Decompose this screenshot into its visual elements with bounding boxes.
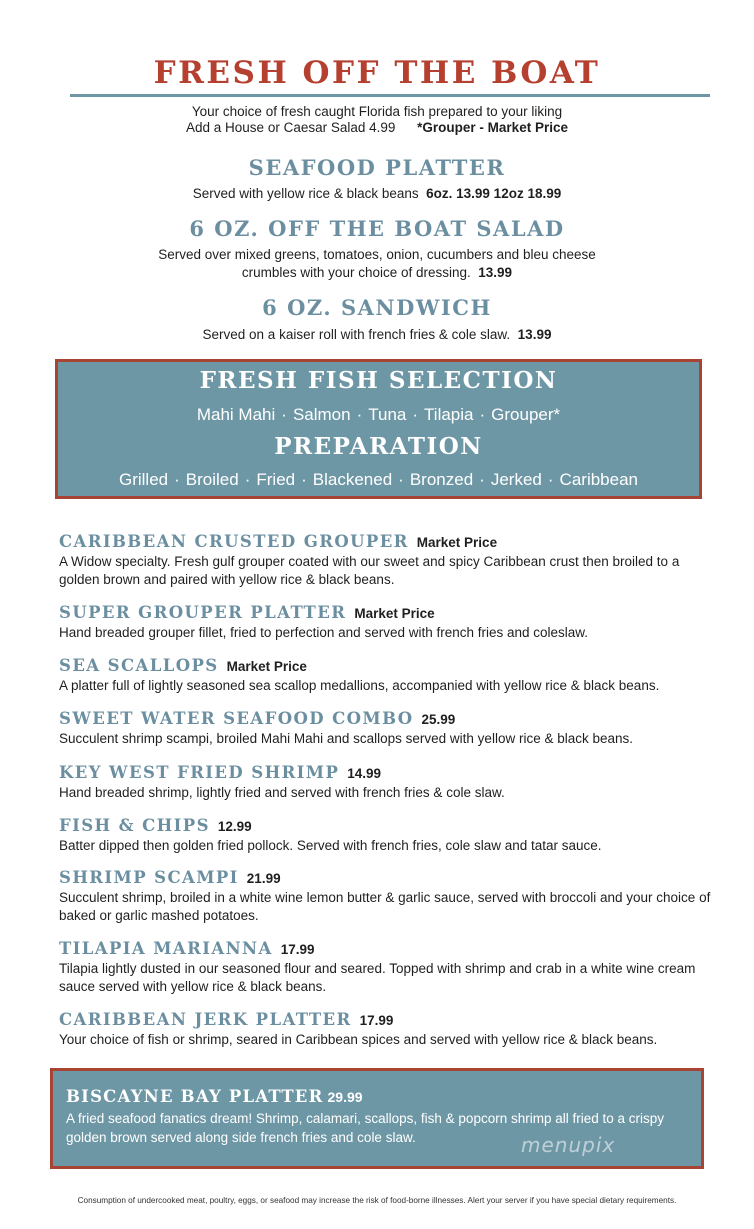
boat-salad-desc-line-2	[0, 264, 754, 282]
menu-item-desc: Hand breaded shrimp, lightly fried and served with french fries & cole slaw.	[59, 785, 505, 800]
separator: ·	[244, 470, 251, 489]
boat-salad-desc-2: crumbles with your choice of dressing.	[241, 265, 471, 280]
menu-item-title	[59, 532, 719, 552]
preparation-option: Grilled	[118, 470, 169, 489]
menu-item	[59, 709, 719, 748]
disclaimer: Consumption of undercooked meat, poultry, eggs, or seafood may increase the risk of food-borne illnesses. Alert your server if you have special dietary requirements.	[77, 1196, 677, 1205]
biscayne-title	[66, 1087, 363, 1106]
sandwich-desc: Served on a kaiser roll with french fries & cole slaw.	[202, 327, 511, 342]
biscayne-bay-box	[50, 1068, 704, 1169]
fish-option: Tuna	[368, 405, 407, 424]
section-title-sandwich: 6 OZ. SANDWICH	[262, 295, 492, 320]
preparation-option: Bronzed	[409, 470, 474, 489]
menu-item-price: 12.99	[217, 819, 252, 834]
menu-item-title	[59, 763, 719, 783]
separator: ·	[412, 405, 419, 424]
intro-line-2	[0, 120, 754, 136]
section-desc-boat-salad	[0, 246, 754, 282]
menu-item-price: 14.99	[347, 766, 382, 781]
separator: ·	[281, 405, 287, 424]
menu-item-desc: Tilapia lightly dusted in our seasoned flour and seared. Topped with shrimp and crab in a white wine cream sauce served with yellow rice & black beans.	[59, 961, 696, 994]
biscayne-desc: A fried seafood fanatics dream! Shrimp, calamari, scallops, fish & popcorn shrimp all fried to a crispy golden brown served along side french fries and cole slaw.	[66, 1111, 665, 1145]
intro	[0, 104, 754, 136]
menu-item-desc: Hand breaded grouper fillet, fried to perfection and served with french fries and coleslaw.	[59, 625, 589, 640]
menu-item-name: CARIBBEAN CRUSTED GROUPER	[59, 532, 409, 551]
menu-item	[59, 1010, 719, 1049]
separator: ·	[356, 405, 363, 424]
menu-item-desc: Succulent shrimp scampi, broiled Mahi Mahi and scallops served with yellow rice & black beans.	[59, 731, 634, 746]
section-title-boat-salad: 6 OZ. OFF THE BOAT SALAD	[189, 216, 565, 241]
menu-item-price: 17.99	[280, 942, 315, 957]
grouper-market-price: *Grouper - Market Price	[417, 120, 568, 135]
separator: ·	[479, 405, 486, 424]
fresh-fish-box	[55, 359, 702, 499]
menu-item-price: Market Price	[354, 606, 435, 621]
seafood-platter-desc: Served with yellow rice & black beans	[192, 186, 419, 201]
separator: ·	[547, 470, 554, 489]
menu-item-desc: A platter full of lightly seasoned sea scallop medallions, accompanied with yellow rice & black beans.	[59, 678, 660, 693]
menu-item	[59, 868, 719, 925]
menu-item-desc: Succulent shrimp, broiled in a white wine lemon butter & garlic sauce, served with broccoli and your choice of baked or garlic mashed potatoes.	[59, 890, 711, 923]
menu-item	[59, 603, 719, 642]
separator: ·	[174, 470, 180, 489]
boat-salad-price: 13.99	[478, 265, 513, 280]
menu-item-price: Market Price	[226, 659, 307, 674]
biscayne-name: BISCAYNE BAY PLATTER	[66, 1087, 324, 1106]
biscayne-price: 29.99	[327, 1089, 363, 1105]
menu-item-price: 25.99	[421, 712, 456, 727]
menu-item	[59, 656, 719, 695]
preparation-option: Jerked	[490, 470, 542, 489]
fish-option: Mahi Mahi	[196, 405, 276, 424]
menu-item-title	[59, 816, 719, 836]
menu-item-name: CARIBBEAN JERK PLATTER	[59, 1010, 352, 1029]
separator: ·	[479, 470, 485, 489]
seafood-platter-price: 6oz. 13.99 12oz 18.99	[426, 186, 562, 201]
preparation-option: Blackened	[312, 470, 393, 489]
menu-item-price: Market Price	[416, 535, 498, 550]
menu-item-title	[59, 603, 719, 623]
menu-item-price: 17.99	[359, 1013, 394, 1028]
menu-item-title	[59, 656, 719, 676]
fish-list	[58, 404, 699, 426]
preparation-option: Caribbean	[559, 470, 638, 489]
menu-item-name: SUPER GROUPER PLATTER	[59, 603, 347, 622]
menu-item-desc: A Widow specialty. Fresh gulf grouper coated with our sweet and spicy Caribbean crust then broiled to a golden brown and paired with yellow rice & black beans.	[59, 554, 680, 587]
menu-item-title	[59, 1010, 719, 1030]
menu-item	[59, 763, 719, 802]
section-desc-seafood-platter	[0, 185, 754, 203]
menu-item-title	[59, 868, 719, 888]
menu-item-name: TILAPIA MARIANNA	[59, 939, 273, 958]
menu-item	[59, 939, 719, 996]
fish-option: Salmon	[292, 405, 351, 424]
menu-item-name: SEA SCALLOPS	[59, 656, 219, 675]
menu-item-name: SHRIMP SCAMPI	[59, 868, 239, 887]
sandwich-price: 13.99	[517, 327, 552, 342]
menupix-watermark: menupix	[521, 1133, 616, 1157]
title-divider	[70, 94, 710, 97]
fish-option: Grouper*	[491, 405, 561, 424]
preparation-list	[58, 469, 699, 491]
menu-item-name: SWEET WATER SEAFOOD COMBO	[59, 709, 414, 728]
menu-item	[59, 532, 719, 589]
page-title: FRESH OFF THE BOAT	[153, 55, 601, 91]
menu-item-name: KEY WEST FRIED SHRIMP	[59, 763, 340, 782]
salad-addon: Add a House or Caesar Salad 4.99	[186, 120, 396, 135]
preparation-option: Fried	[256, 470, 296, 489]
intro-line-1: Your choice of fresh caught Florida fish prepared to your liking	[191, 104, 563, 119]
fresh-fish-selection-title: FRESH FISH SELECTION	[199, 367, 558, 394]
separator: ·	[398, 470, 404, 489]
separator: ·	[301, 470, 307, 489]
menu-item-title	[59, 709, 719, 729]
menu-item-title	[59, 939, 719, 959]
section-desc-sandwich	[0, 326, 754, 344]
preparation-option: Broiled	[185, 470, 239, 489]
boat-salad-desc-1: Served over mixed greens, tomatoes, onion, cucumbers and bleu cheese	[158, 247, 596, 262]
menu-item-name: FISH & CHIPS	[59, 816, 210, 835]
menu-item-desc: Your choice of fish or shrimp, seared in Caribbean spices and served with yellow rice & black beans.	[59, 1032, 658, 1047]
menu-item-price: 21.99	[246, 871, 281, 886]
preparation-title: PREPARATION	[274, 433, 483, 460]
menu-item	[59, 816, 719, 855]
menu-item-desc: Batter dipped then golden fried pollock. Served with french fries, cole slaw and tatar sauce.	[59, 838, 602, 853]
fish-option: Tilapia	[424, 405, 474, 424]
section-title-seafood-platter: SEAFOOD PLATTER	[248, 155, 506, 180]
